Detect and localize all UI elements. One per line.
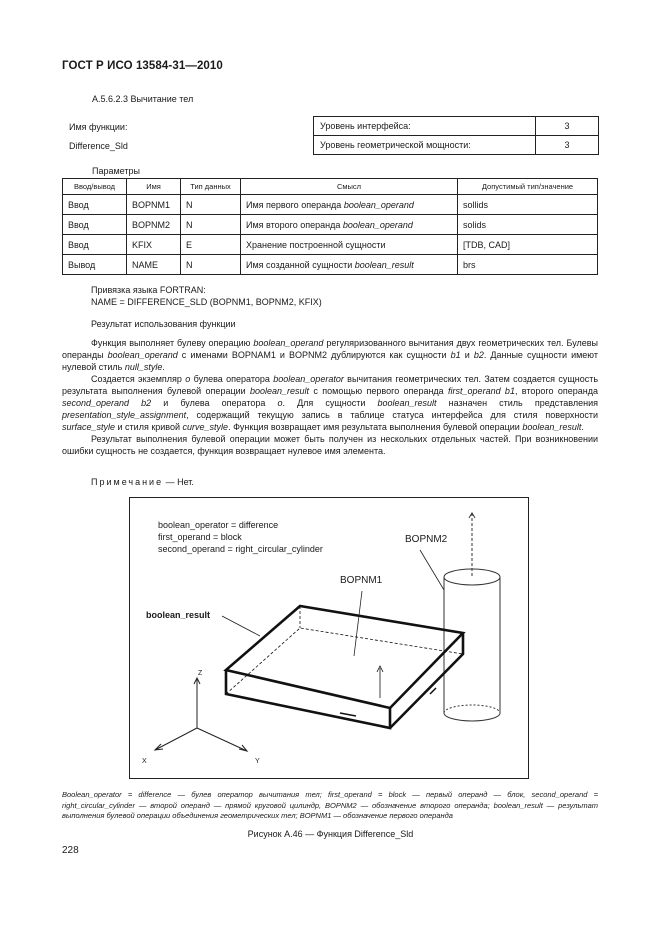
table-cell: Уровень интерфейса: bbox=[314, 117, 536, 136]
label-bopnm1: BOPNM1 bbox=[340, 575, 383, 586]
function-name-value: Difference_Sld bbox=[69, 141, 128, 151]
cylinder-bottom-hidden bbox=[444, 705, 500, 713]
table-cell: N bbox=[181, 255, 241, 275]
label-boolean-result: boolean_result bbox=[146, 610, 211, 620]
figure-legend: Boolean_operator = difference — булев оператор вычитания тел; first_operand = block — первый операнд — блок, second_operand = right_circular_cylinder — второй операнд — прямой круговой цилиндр, BOPNM2 — обозначение второго операнда; boolean_result — результат выполнения булевой операции объединения геометрических тел; BOPNM1 — обозначение первого операнда bbox=[62, 790, 598, 820]
cylinder-top bbox=[444, 569, 500, 585]
leader-lines bbox=[222, 550, 444, 656]
label-axis-x: X bbox=[142, 758, 147, 765]
flow-arrow bbox=[430, 688, 436, 694]
figure-text-first-operand: first_operand = block bbox=[158, 532, 242, 542]
paragraph: Создается экземпляр o булева оператора boolean_operator вычитания геометрических тел. Затем создается сущность результата выполнения булевой операции boolean_result с помощью первого операнда first_operand b1, второго операнда second_operand b2 и булева оператора o. Для сущности boolean_result назначен стиль представления presentation_style_assignment, содержащий текущую запись в таблице статуса интерфейса для стиля поверхности surface_style и стиля кривой curve_style. Функция возвращает имя результата выполнения булевой операции boolean_result. bbox=[62, 374, 599, 432]
note-label: Примечание bbox=[91, 477, 164, 487]
document-header: ГОСТ Р ИСО 13584-31—2010 bbox=[62, 60, 223, 72]
table-cell: N bbox=[181, 215, 241, 235]
table-cell bbox=[241, 255, 458, 275]
meaning-text: Имя второго операнда bbox=[246, 219, 343, 230]
table-row bbox=[314, 117, 599, 136]
column-header: Имя bbox=[127, 179, 181, 195]
meaning-emphasis: boolean_result bbox=[354, 259, 414, 270]
block-shape bbox=[226, 606, 463, 728]
body-text bbox=[62, 337, 598, 457]
page-number: 228 bbox=[62, 845, 79, 856]
cylinder-shape bbox=[444, 513, 500, 721]
table-cell: NAME bbox=[127, 255, 181, 275]
table-cell: Уровень геометрической мощности: bbox=[314, 136, 536, 155]
table-cell: brs bbox=[458, 255, 598, 275]
table-cell: BOPNM2 bbox=[127, 215, 181, 235]
note-text: — Нет. bbox=[163, 477, 194, 487]
table-cell: solids bbox=[458, 215, 598, 235]
label-bopnm2: BOPNM2 bbox=[405, 534, 448, 545]
function-name-label: Имя функции: bbox=[69, 122, 128, 132]
leader-bopnm1 bbox=[354, 591, 362, 656]
figure-text-operator: boolean_operator = difference bbox=[158, 520, 279, 530]
fortran-call: NAME = DIFFERENCE_SLD (BOPNM1, BOPNM2, KFIX) bbox=[91, 297, 322, 307]
table-cell: KFIX bbox=[127, 235, 181, 255]
leader-bopnm2 bbox=[420, 550, 444, 590]
table-cell bbox=[241, 235, 458, 255]
table-cell: E bbox=[181, 235, 241, 255]
column-header: Ввод/вывод bbox=[63, 179, 127, 195]
parameters-table bbox=[62, 178, 598, 275]
x-axis bbox=[155, 728, 197, 750]
table-row bbox=[314, 136, 599, 155]
table-cell: BOPNM1 bbox=[127, 195, 181, 215]
column-header: Допустимый тип/значение bbox=[458, 179, 598, 195]
table-cell bbox=[241, 195, 458, 215]
table-cell: N bbox=[181, 195, 241, 215]
table-cell: Ввод bbox=[63, 195, 127, 215]
meaning-text: Имя созданной сущности bbox=[246, 259, 355, 270]
cylinder-bottom bbox=[444, 713, 500, 721]
label-axis-z: Z bbox=[198, 670, 203, 677]
meaning-text: Хранение построенной сущности bbox=[246, 239, 386, 250]
table-cell: [TDB, CAD] bbox=[458, 235, 598, 255]
table-cell: 3 bbox=[536, 136, 599, 155]
table-cell: 3 bbox=[536, 117, 599, 136]
table-cell: Вывод bbox=[63, 255, 127, 275]
label-axis-y: Y bbox=[255, 758, 260, 765]
params-title: Параметры bbox=[92, 166, 140, 176]
note bbox=[91, 477, 194, 487]
table-row bbox=[63, 235, 598, 255]
meaning-text: Имя первого операнда bbox=[246, 199, 344, 210]
block-front-face bbox=[226, 670, 390, 728]
block-right-face bbox=[390, 633, 463, 728]
result-title: Результат использования функции bbox=[91, 319, 236, 329]
table-cell bbox=[241, 215, 458, 235]
column-header: Тип данных bbox=[181, 179, 241, 195]
table-header-row bbox=[63, 179, 598, 195]
table-cell: sollids bbox=[458, 195, 598, 215]
figure-text-second-operand: second_operand = right_circular_cylinder bbox=[158, 544, 323, 554]
block-top-face bbox=[226, 606, 463, 708]
table-cell: Ввод bbox=[63, 215, 127, 235]
paragraph: Функция выполняет булеву операцию boolean_operand регуляризованного вычитания двух геометрических тел. Булевы операнды boolean_operand с именами BOPNAM1 и BOPNM2 дублируются как сущности b1 и b2. Данные сущности имеют нулевой стиль null_style. bbox=[62, 338, 599, 372]
table-cell: Ввод bbox=[63, 235, 127, 255]
figure-caption: Рисунок А.46 — Функция Difference_Sld bbox=[247, 829, 414, 839]
section-title: A.5.6.2.3 Вычитание тел bbox=[92, 94, 194, 104]
interface-level-table bbox=[313, 116, 599, 155]
leader-boolean-result bbox=[222, 616, 260, 636]
table-row bbox=[63, 215, 598, 235]
table-row bbox=[63, 255, 598, 275]
y-axis bbox=[197, 728, 247, 751]
meaning-emphasis: boolean_operand bbox=[342, 219, 413, 230]
column-header: Смысл bbox=[241, 179, 458, 195]
paragraph: Результат выполнения булевой операции может быть получен из нескольких отдельных частей. При возникновении ошибки сущность не создается, функция возвращает нулевое имя элемента. bbox=[62, 434, 598, 456]
meaning-emphasis: boolean_operand bbox=[343, 199, 414, 210]
figure-frame bbox=[129, 497, 529, 779]
table-row bbox=[63, 195, 598, 215]
fortran-binding-label: Привязка языка FORTRAN: bbox=[91, 285, 206, 295]
flow-arrow bbox=[340, 713, 356, 716]
coordinate-axes bbox=[155, 678, 247, 751]
